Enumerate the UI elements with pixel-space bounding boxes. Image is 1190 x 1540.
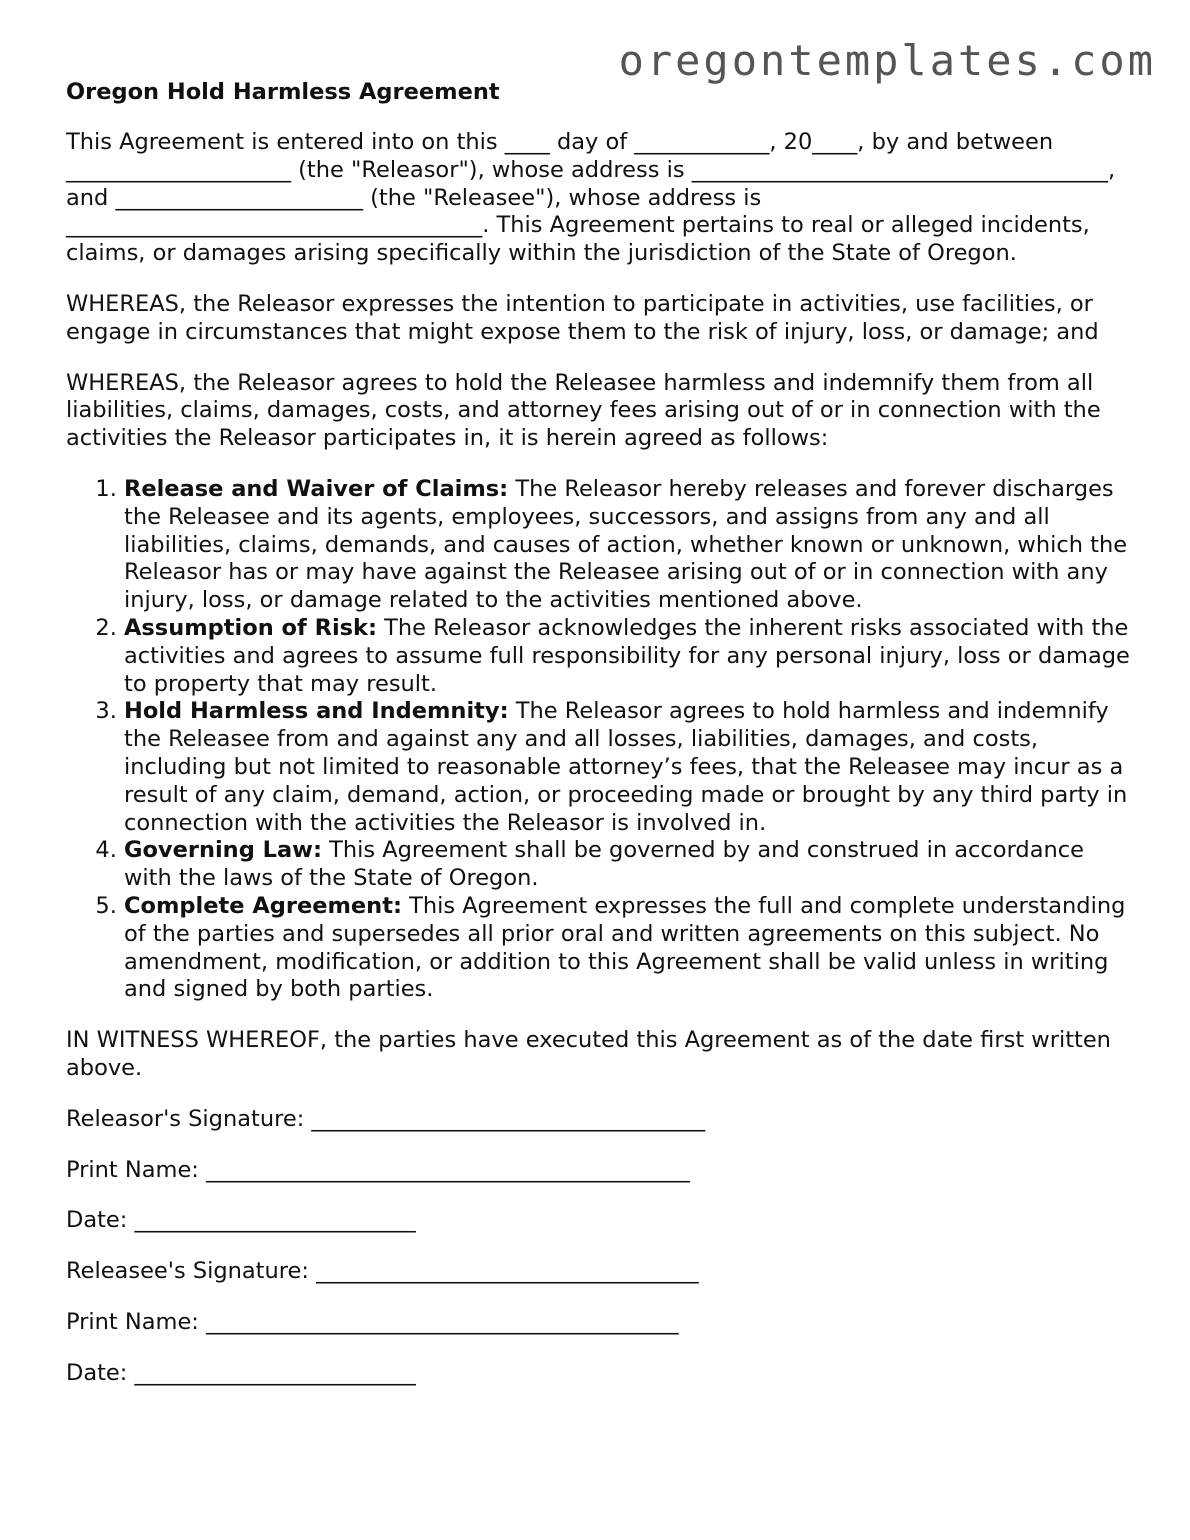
releasor-signature-line[interactable]: Releasor's Signature: ___________________________________ [66, 1105, 706, 1132]
releasor-print-name-line[interactable]: Print Name: ___________________________________________ [66, 1156, 690, 1183]
whereas-paragraph-2: WHEREAS, the Releasor agrees to hold the Releasee harmless and indemnify them from all liabilities, claims, damages, costs, and attorney fees arising out of or in connection with the activities the Releasor participates in, it is herein agreed as follows: [66, 369, 1101, 452]
clause-complete-agreement [124, 893, 1132, 1004]
releasee-print-name-line[interactable]: Print Name: __________________________________________ [66, 1308, 679, 1335]
clause-governing-law [124, 837, 1132, 893]
clause-text: This Agreement shall be governed by and construed in accordance with the laws of the State of Oregon. [124, 837, 1084, 892]
clause-heading: Assumption of Risk: [124, 614, 378, 641]
clause-heading: Release and Waiver of Claims: [124, 475, 509, 502]
releasee-signature-line[interactable]: Releasee's Signature: __________________________________ [66, 1258, 699, 1285]
clause-text: The Releasor agrees to hold harmless and indemnify the Releasee from and against any and all losses, liabilities, damages, and costs, including but not limited to reasonable attorney’s fees, that the Releasee may incur as a result of any claim, demand, action, or proceeding made or brought by any third party in connection with the activities the Releasor is involved in. [124, 698, 1128, 836]
clause-hold-harmless [124, 698, 1132, 837]
releasee-date-line[interactable]: Date: _________________________ [66, 1359, 416, 1386]
intro-paragraph: This Agreement is entered into on this ____ day of ____________, 20____, by and between ____________________ (the "Releasor"), whose address is _____________________________________, and ______________________ (the "Releasee"), whose address is _____________________________________. This Agreement pertains to real or alleged incidents, claims, or damages arising specifically within the jurisdiction of the State of Oregon. [66, 129, 1116, 267]
clause-release-waiver [124, 476, 1132, 615]
witness-paragraph: IN WITNESS WHEREOF, the parties have executed this Agreement as of the date first written above. [66, 1027, 1111, 1081]
clauses-list [66, 476, 1132, 1004]
releasor-date-line[interactable]: Date: _________________________ [66, 1207, 416, 1234]
clause-heading: Hold Harmless and Indemnity: [124, 698, 509, 725]
clause-text: The Releasor acknowledges the inherent risks associated with the activities and agrees to assume full responsibility for any personal injury, loss or damage to property that may result. [124, 614, 1130, 697]
document-title: Oregon Hold Harmless Agreement [66, 79, 500, 105]
whereas-paragraph-1: WHEREAS, the Releasor expresses the intention to participate in activities, use facilities, or engage in circumstances that might expose them to the risk of injury, loss, or damage; and [66, 290, 1099, 345]
agreement-document [66, 78, 1132, 1410]
clause-heading: Governing Law: [124, 837, 322, 864]
site-watermark: oregontemplates.com [618, 36, 1156, 85]
clause-assumption-of-risk [124, 615, 1132, 698]
clause-heading: Complete Agreement: [124, 892, 402, 919]
clause-text: This Agreement expresses the full and complete understanding of the parties and supersedes all prior oral and written agreements on this subject. No amendment, modification, or addition to this Agreement shall be valid unless in writing and signed by both parties. [124, 892, 1126, 1003]
clause-text: The Releasor hereby releases and forever discharges the Releasee and its agents, employees, successors, and assigns from any and all liabilities, claims, demands, and causes of action, whether known or unknown, which the Releasor has or may have against the Releasee arising out of or in connection with any injury, loss, or damage related to the activities mentioned above. [124, 475, 1128, 614]
